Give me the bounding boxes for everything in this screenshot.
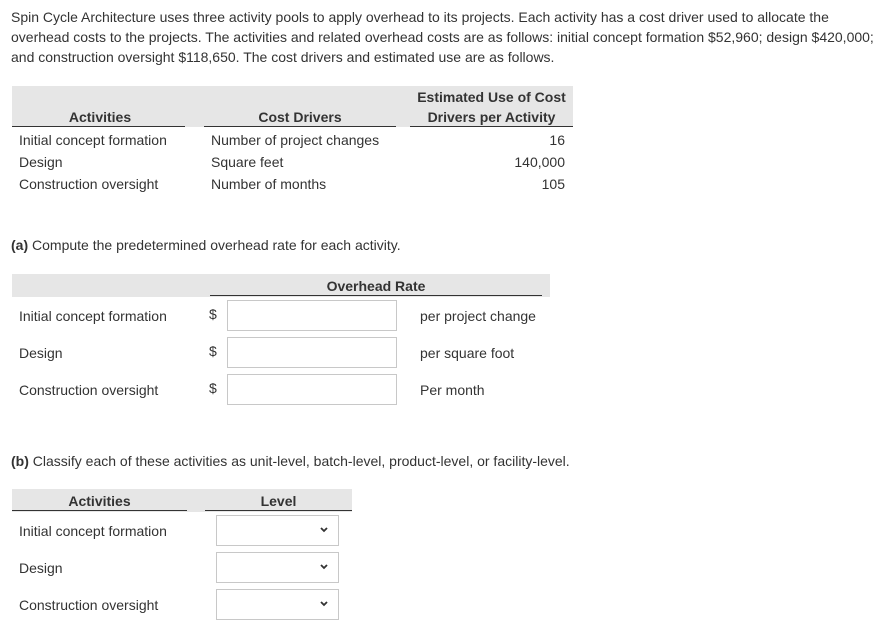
rate-unit-label: Per month	[420, 382, 485, 398]
table-row-use: 105	[541, 176, 565, 192]
rate-input-construction-oversight[interactable]	[227, 374, 397, 405]
chevron-down-icon	[318, 522, 330, 538]
chevron-down-icon	[318, 559, 330, 575]
header-level: Level	[260, 493, 297, 509]
table-row-driver: Number of months	[211, 176, 327, 192]
level-select-initial-concept[interactable]	[216, 515, 339, 546]
header-underline-use	[410, 126, 573, 127]
part-b-text: Classify each of these activities as unit-level, batch-level, product-level, or facility-level.	[28, 453, 570, 469]
table-row-activity: Initial concept formation	[19, 132, 167, 148]
part-b-label: (b)	[11, 453, 29, 469]
table-row-driver: Number of project changes	[211, 132, 380, 148]
table-row-driver: Square feet	[211, 154, 284, 170]
table-row-activity: Construction oversight	[19, 176, 159, 192]
header-overhead-rate: Overhead Rate	[326, 278, 426, 294]
table-row-use: 140,000	[514, 154, 565, 170]
header-underline-drivers	[204, 126, 396, 127]
rate-row-activity: Design	[19, 345, 63, 361]
part-a-label: (a)	[11, 237, 29, 253]
header-activities: Activities	[68, 493, 131, 509]
currency-symbol: $	[209, 306, 217, 322]
chevron-down-icon	[318, 596, 330, 612]
rate-row-activity: Construction oversight	[19, 382, 159, 398]
rate-unit-label: per project change	[420, 308, 536, 324]
part-a-text: Compute the predetermined overhead rate for each activity.	[28, 237, 401, 253]
level-select-construction-oversight[interactable]	[216, 589, 339, 620]
currency-symbol: $	[209, 380, 217, 396]
header-underline-rate	[210, 295, 542, 296]
part-b-prompt	[11, 452, 570, 470]
rate-row-activity: Initial concept formation	[19, 308, 167, 324]
header-underline-activities	[12, 126, 185, 127]
level-select-design[interactable]	[216, 552, 339, 583]
header-underline-activities	[12, 510, 187, 511]
table-row-activity: Design	[19, 154, 63, 170]
header-activities: Activities	[68, 109, 132, 125]
rate-unit-label: per square foot	[420, 345, 515, 361]
level-row-activity: Construction oversight	[19, 597, 159, 613]
part-a-prompt	[11, 236, 401, 254]
header-estimated-use-line2: Drivers per Activity	[427, 109, 556, 125]
header-cost-drivers: Cost Drivers	[258, 109, 342, 125]
rate-input-design[interactable]	[227, 337, 397, 368]
currency-symbol: $	[209, 343, 217, 359]
table-row-use: 16	[549, 132, 565, 148]
header-underline-level	[205, 510, 352, 511]
level-row-activity: Design	[19, 560, 63, 576]
header-estimated-use-line1: Estimated Use of Cost	[417, 89, 566, 105]
rate-input-initial-concept[interactable]	[227, 300, 397, 331]
level-row-activity: Initial concept formation	[19, 523, 167, 539]
intro-paragraph: Spin Cycle Architecture uses three activity pools to apply overhead to its projects. Each activity has a cost driver used to allocate the overhead costs to the projects. The activities and related overhead costs are as follows: initial concept formation $52,960; design $420,000; and construction oversight $118,650. The cost drivers and estimated use are as follows.	[11, 9, 874, 65]
